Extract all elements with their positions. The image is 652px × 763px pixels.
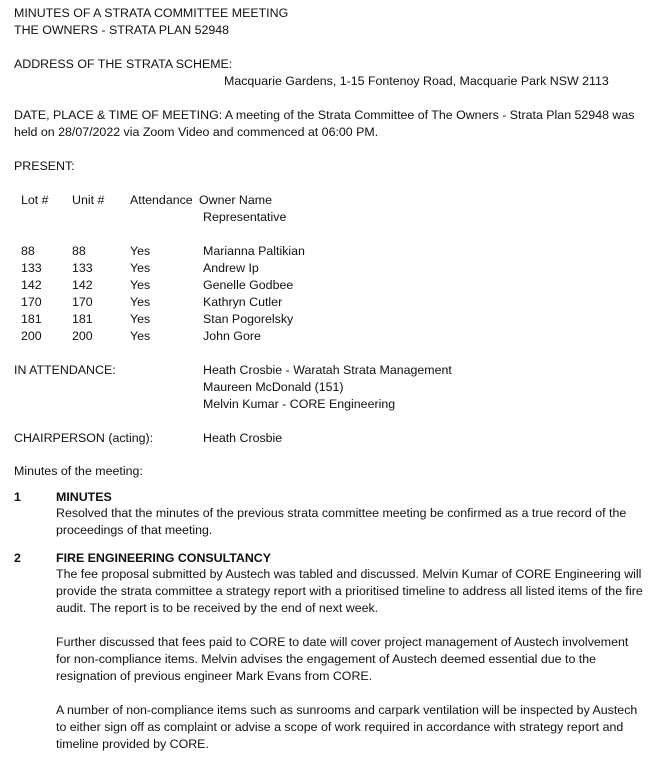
unit-cell: 200 <box>72 329 93 343</box>
address-label: ADDRESS OF THE STRATA SCHEME: <box>14 57 233 71</box>
lot-cell: 133 <box>21 261 42 275</box>
item-paragraph: Further discussed that fees paid to CORE to date will cover project management of Austech involvement for non-compliance items. Melvin advises the engagement of Austech deemed essential due to the resignation of previous engineer Mark Evans from CORE. <box>56 635 629 683</box>
chairperson-label: CHAIRPERSON (acting): <box>14 431 154 445</box>
attendance-cell: Yes <box>130 261 151 275</box>
attendance-cell: Yes <box>130 244 151 258</box>
attendee-name: Melvin Kumar - CORE Engineering <box>203 397 396 411</box>
item-paragraph: Resolved that the minutes of the previous strata committee meeting be confirmed as a true record of the proceedings of that meeting. <box>56 506 627 537</box>
document-subtitle: THE OWNERS - STRATA PLAN 52948 <box>14 23 230 37</box>
chairperson-name: Heath Crosbie <box>203 431 283 445</box>
lot-cell: 170 <box>21 295 42 309</box>
col-header-lot: Lot # <box>21 193 49 207</box>
item-number: 1 <box>14 490 21 504</box>
col-header-representative: Representative <box>203 210 287 224</box>
document-title: MINUTES OF A STRATA COMMITTEE MEETING <box>14 6 289 20</box>
unit-cell: 133 <box>72 261 93 275</box>
lot-cell: 181 <box>21 312 42 326</box>
owner-cell: John Gore <box>203 329 261 343</box>
lot-cell: 200 <box>21 329 42 343</box>
attendee-name: Maureen McDonald (151) <box>203 380 344 394</box>
address-value: Macquarie Gardens, 1-15 Fontenoy Road, Macquarie Park NSW 2113 <box>224 74 609 88</box>
item-title: FIRE ENGINEERING CONSULTANCY <box>56 551 272 565</box>
lot-cell: 88 <box>21 244 35 258</box>
owner-cell: Andrew Ip <box>203 261 259 275</box>
col-header-owner: Owner Name <box>199 193 272 207</box>
item-title: MINUTES <box>56 490 112 504</box>
meeting-datetime-line-2: held on 28/07/2022 via Zoom Video and commenced at 06:00 PM. <box>14 125 379 139</box>
attendance-cell: Yes <box>130 278 151 292</box>
owner-cell: Kathryn Cutler <box>203 295 283 309</box>
unit-cell: 181 <box>72 312 93 326</box>
meeting-datetime-line-1: DATE, PLACE & TIME OF MEETING: A meeting of the Strata Committee of The Owners - Strata Plan 52948 was <box>14 108 635 122</box>
minutes-intro: Minutes of the meeting: <box>14 464 143 478</box>
col-header-unit: Unit # <box>72 193 105 207</box>
col-header-attendance: Attendance <box>130 193 193 207</box>
unit-cell: 88 <box>72 244 86 258</box>
attendance-cell: Yes <box>130 329 151 343</box>
unit-cell: 142 <box>72 278 93 292</box>
in-attendance-label: IN ATTENDANCE: <box>14 363 116 377</box>
unit-cell: 170 <box>72 295 93 309</box>
lot-cell: 142 <box>21 278 42 292</box>
item-number: 2 <box>14 551 21 565</box>
attendance-cell: Yes <box>130 295 151 309</box>
owner-cell: Marianna Paltikian <box>203 244 305 258</box>
attendance-cell: Yes <box>130 312 151 326</box>
owner-cell: Genelle Godbee <box>203 278 294 292</box>
item-paragraph: A number of non-compliance items such as sunrooms and carpark ventilation will be inspected by Austech to either sign off as complaint or advise a scope of work required in accordance with strategy report and timeline provided by CORE. <box>56 703 638 751</box>
present-label: PRESENT: <box>14 159 75 173</box>
attendee-name: Heath Crosbie - Waratah Strata Management <box>203 363 452 377</box>
owner-cell: Stan Pogorelsky <box>203 312 294 326</box>
item-paragraph: The fee proposal submitted by Austech was tabled and discussed. Melvin Kumar of CORE Engineering will provide the strata committee a strategy report with a prioritised timeline to address all listed items of the fire audit. The report is to be received by the end of next week. <box>56 567 643 615</box>
